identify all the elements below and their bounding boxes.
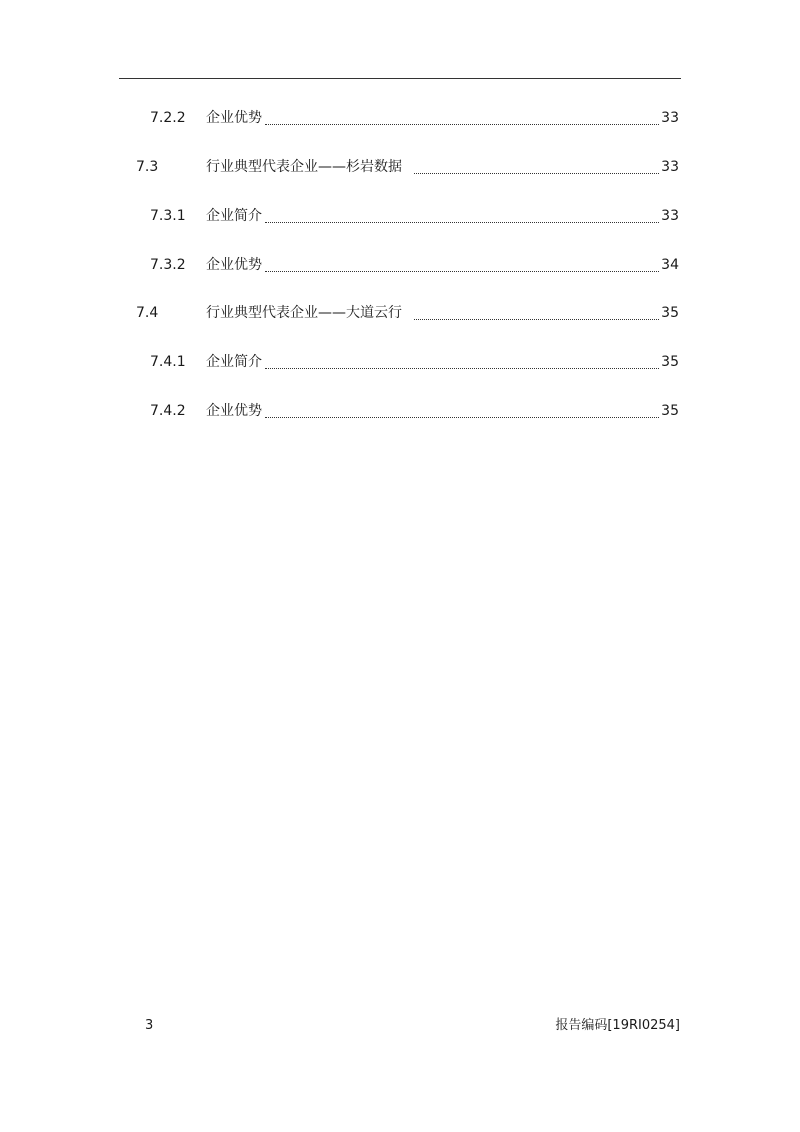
toc-entry-number: 7.4 [136,305,159,321]
toc-entry-title: 企业简介 [206,351,264,373]
toc-entry-7-4-2[interactable] [150,400,679,422]
toc-entry-page: 33 [659,107,679,129]
header-rule [119,78,681,79]
toc-leader-dots [265,346,659,369]
toc-entry-title: 行业典型代表企业——大道云行 [206,302,404,324]
toc-entry-number: 7.4.1 [150,354,186,370]
toc-entry-number: 7.3.1 [150,208,186,224]
toc-leader-dots [414,297,659,320]
toc-entry-number: 7.4.2 [150,403,186,419]
toc-entry-number: 7.3.2 [150,257,186,273]
toc-entry-page: 35 [659,400,679,422]
toc-entry-7-4-1[interactable] [150,351,679,373]
toc-entry-7-2-2[interactable] [150,107,679,129]
toc-entry-page: 33 [659,205,679,227]
toc-entry-title: 企业优势 [206,254,264,276]
toc-entry-number: 7.2.2 [150,110,186,126]
toc-leader-dots [265,102,659,125]
toc-leader-dots [265,395,659,418]
toc-entry-title: 企业优势 [206,400,264,422]
toc-entry-number: 7.3 [136,159,159,175]
toc-entry-page: 33 [659,156,679,178]
toc-leader-dots [265,249,659,272]
toc-entry-page: 35 [659,351,679,373]
toc-entry-7-3-1[interactable] [150,205,679,227]
footer-report-code: 报告编码[19RI0254] [555,1018,680,1033]
toc-entry-title: 行业典型代表企业——杉岩数据 [206,156,404,178]
toc-entry-title: 企业优势 [206,107,264,129]
toc-entry-page: 35 [659,302,679,324]
toc-entry-7-4[interactable] [136,302,679,324]
footer-page-number: 3 [145,1018,154,1033]
toc-leader-dots [414,151,659,174]
toc-entry-7-3-2[interactable] [150,254,679,276]
toc-entry-7-3[interactable] [136,156,679,178]
toc-entry-page: 34 [659,254,679,276]
toc-entry-title: 企业简介 [206,205,264,227]
toc-leader-dots [265,200,659,223]
